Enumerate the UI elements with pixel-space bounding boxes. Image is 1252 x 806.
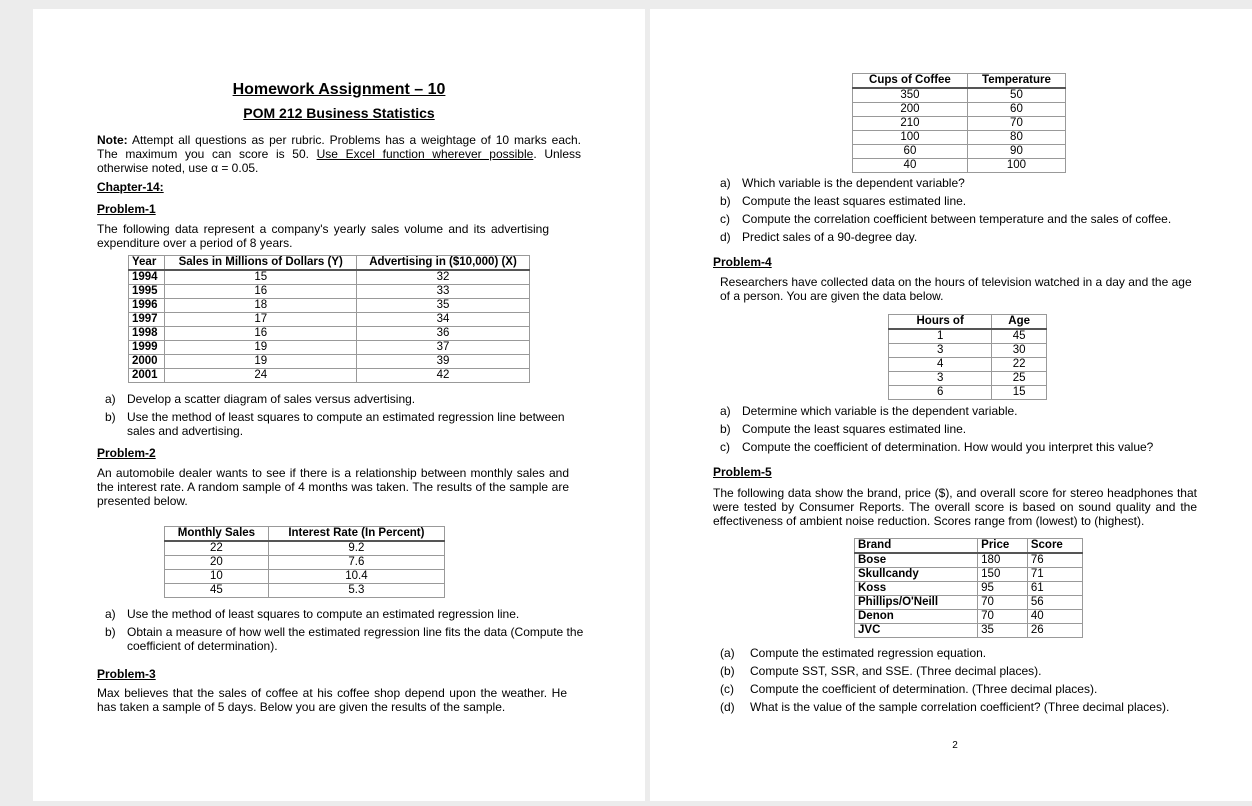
- question-text: Use the method of least squares to compute an estimated regression line.: [127, 607, 520, 621]
- question-text: Obtain a measure of how well the estimated regression line fits the data (Compute the coefficient of determination).: [127, 625, 584, 653]
- column-header: Interest Rate (In Percent): [268, 527, 444, 542]
- question-text: Predict sales of a 90-degree day.: [742, 230, 918, 244]
- table-cell: 5.3: [268, 584, 444, 598]
- table-cell: 1994: [129, 270, 165, 285]
- question-item: [720, 664, 1240, 678]
- table-cell: 1996: [129, 299, 165, 313]
- tv-age-table: [888, 314, 1047, 400]
- question-item: [720, 176, 1230, 190]
- table-row: [853, 159, 1066, 173]
- table-cell: 210: [853, 117, 968, 131]
- problem-1-questions: [105, 392, 565, 442]
- question-label: a): [105, 392, 116, 406]
- table-row: [129, 313, 530, 327]
- table-cell: 1: [889, 329, 992, 344]
- headphones-table: [854, 538, 1083, 638]
- table-cell: 1997: [129, 313, 165, 327]
- document-subtitle: POM 212 Business Statistics: [243, 105, 435, 121]
- column-header: Age: [992, 315, 1047, 330]
- table-cell: JVC: [855, 624, 978, 638]
- table-cell: 56: [1027, 596, 1082, 610]
- table-row: [165, 556, 445, 570]
- table-cell: 1995: [129, 285, 165, 299]
- question-item: [720, 230, 1230, 244]
- question-item: [105, 625, 585, 653]
- table-cell: 71: [1027, 568, 1082, 582]
- document-title: Homework Assignment – 10: [232, 81, 446, 98]
- question-label: (c): [720, 682, 734, 696]
- table-row: [855, 553, 1083, 568]
- sales-interest-table: [164, 526, 445, 598]
- table-cell: 42: [357, 369, 530, 383]
- column-header: Hours of: [889, 315, 992, 330]
- question-label: b): [105, 410, 116, 424]
- question-label: a): [720, 176, 731, 190]
- column-header: Temperature: [967, 74, 1065, 89]
- problem-5-heading: Problem-5: [713, 465, 772, 479]
- question-label: c): [720, 440, 730, 454]
- question-text: Determine which variable is the dependent variable.: [742, 404, 1018, 418]
- question-item: [720, 422, 1230, 436]
- question-item: [720, 212, 1230, 226]
- note-paragraph: [97, 133, 581, 175]
- table-row: [129, 355, 530, 369]
- table-cell: 1998: [129, 327, 165, 341]
- table-row: [129, 341, 530, 355]
- table-cell: 19: [165, 341, 357, 355]
- table-row: [889, 344, 1047, 358]
- table-cell: 70: [978, 610, 1028, 624]
- table-row: [855, 568, 1083, 582]
- question-item: [720, 682, 1240, 696]
- table-cell: 18: [165, 299, 357, 313]
- table-cell: 1999: [129, 341, 165, 355]
- table-cell: 95: [978, 582, 1028, 596]
- problem-5-text: The following data show the brand, price ($), and overall score for stereo headphones that were tested by Consumer Reports. The overall score is based on sound quality and the effectiveness of ambient noise reduction. Scores range from (lowest) to (highest).: [713, 486, 1197, 528]
- table-cell: 22: [165, 541, 269, 556]
- table-row: [129, 369, 530, 383]
- problem-2-heading: Problem-2: [97, 446, 156, 460]
- table-cell: 76: [1027, 553, 1082, 568]
- table-cell: 70: [967, 117, 1065, 131]
- question-item: [720, 700, 1240, 714]
- table-cell: 3: [889, 372, 992, 386]
- table-cell: 3: [889, 344, 992, 358]
- table-row: [889, 329, 1047, 344]
- table-row: [853, 117, 1066, 131]
- table-cell: 16: [165, 327, 357, 341]
- problem-3-questions: [720, 176, 1230, 248]
- column-header: Year: [129, 256, 165, 271]
- question-label: c): [720, 212, 730, 226]
- question-label: (b): [720, 664, 735, 678]
- table-cell: 32: [357, 270, 530, 285]
- table-cell: 50: [967, 88, 1065, 103]
- table-cell: 80: [967, 131, 1065, 145]
- coffee-temperature-table: [852, 73, 1066, 173]
- table-row: [165, 584, 445, 598]
- table-cell: 40: [1027, 610, 1082, 624]
- problem-4-text: Researchers have collected data on the hours of television watched in a day and the age of a person. You are given the data below.: [720, 275, 1192, 303]
- question-label: a): [105, 607, 116, 621]
- question-text: Use the method of least squares to compute an estimated regression line between sales and advertising.: [127, 410, 565, 438]
- table-cell: 6: [889, 386, 992, 400]
- table-row: [129, 299, 530, 313]
- table-cell: 90: [967, 145, 1065, 159]
- table-row: [165, 570, 445, 584]
- table-row: [889, 386, 1047, 400]
- problem-1-heading: Problem-1: [97, 202, 156, 216]
- table-cell: 15: [165, 270, 357, 285]
- column-header: Brand: [855, 539, 978, 554]
- table-cell: 22: [992, 358, 1047, 372]
- table-row: [889, 372, 1047, 386]
- question-text: Compute the least squares estimated line.: [742, 422, 967, 436]
- table-cell: 37: [357, 341, 530, 355]
- table-row: [129, 327, 530, 341]
- table-cell: Denon: [855, 610, 978, 624]
- table-cell: 45: [165, 584, 269, 598]
- table-cell: 150: [978, 568, 1028, 582]
- table-cell: 16: [165, 285, 357, 299]
- table-cell: 34: [357, 313, 530, 327]
- table-cell: 10.4: [268, 570, 444, 584]
- table-row: [853, 103, 1066, 117]
- problem-4-heading: Problem-4: [713, 255, 772, 269]
- table-row: [855, 624, 1083, 638]
- question-item: [105, 607, 585, 621]
- table-cell: 180: [978, 553, 1028, 568]
- table-cell: 10: [165, 570, 269, 584]
- question-label: (d): [720, 700, 735, 714]
- table-cell: 24: [165, 369, 357, 383]
- page-number: 2: [952, 740, 958, 751]
- question-item: [105, 392, 565, 406]
- table-cell: 30: [992, 344, 1047, 358]
- sales-advertising-table: [128, 255, 530, 383]
- chapter-heading: Chapter-14:: [97, 180, 164, 194]
- table-cell: 70: [978, 596, 1028, 610]
- question-text: Develop a scatter diagram of sales versus advertising.: [127, 392, 416, 406]
- question-item: [720, 404, 1230, 418]
- problem-3-heading: Problem-3: [97, 667, 156, 681]
- table-cell: 39: [357, 355, 530, 369]
- question-text: Compute the coefficient of determination. How would you interpret this value?: [742, 440, 1154, 454]
- note-text-1: Attempt all questions as per rubric. Problems has a weightage of 10 marks each. The maximum you can score is 50.: [97, 133, 581, 161]
- problem-2-text: An automobile dealer wants to see if there is a relationship between monthly sales and the interest rate. A random sample of 4 months was taken. The results of the sample are presented below.: [97, 466, 569, 508]
- column-header: Sales in Millions of Dollars (Y): [165, 256, 357, 271]
- question-text: Compute SST, SSR, and SSE. (Three decimal places).: [750, 664, 1042, 678]
- table-cell: 60: [853, 145, 968, 159]
- table-cell: 35: [978, 624, 1028, 638]
- question-label: a): [720, 404, 731, 418]
- table-cell: 9.2: [268, 541, 444, 556]
- table-cell: 60: [967, 103, 1065, 117]
- problem-5-questions: [720, 646, 1240, 718]
- table-cell: 17: [165, 313, 357, 327]
- table-cell: Phillips/O'Neill: [855, 596, 978, 610]
- question-label: b): [105, 625, 116, 639]
- question-item: [105, 410, 565, 438]
- table-cell: 2001: [129, 369, 165, 383]
- problem-2-questions: [105, 607, 585, 657]
- document-page-2: [650, 9, 1252, 801]
- question-text: Compute the estimated regression equation.: [750, 646, 987, 660]
- table-row: [889, 358, 1047, 372]
- problem-4-questions: [720, 404, 1230, 458]
- question-label: b): [720, 194, 731, 208]
- question-label: (a): [720, 646, 735, 660]
- table-cell: Skullcandy: [855, 568, 978, 582]
- question-label: b): [720, 422, 731, 436]
- table-cell: 350: [853, 88, 968, 103]
- table-cell: 4: [889, 358, 992, 372]
- table-cell: 61: [1027, 582, 1082, 596]
- note-excel-instruction: Use Excel function wherever possible: [316, 147, 534, 161]
- table-cell: 100: [853, 131, 968, 145]
- table-cell: 7.6: [268, 556, 444, 570]
- table-row: [853, 145, 1066, 159]
- column-header: Price: [978, 539, 1028, 554]
- question-text: Compute the correlation coefficient between temperature and the sales of coffee.: [742, 212, 1172, 226]
- question-item: [720, 440, 1230, 454]
- problem-1-text: The following data represent a company's yearly sales volume and its advertising expenditure over a period of 8 years.: [97, 222, 549, 250]
- table-row: [165, 541, 445, 556]
- table-cell: Koss: [855, 582, 978, 596]
- problem-3-text: Max believes that the sales of coffee at his coffee shop depend upon the weather. He has taken a sample of 5 days. Below you are given the results of the sample.: [97, 686, 567, 714]
- column-header: Cups of Coffee: [853, 74, 968, 89]
- question-item: [720, 194, 1230, 208]
- table-cell: 33: [357, 285, 530, 299]
- question-text: Compute the least squares estimated line.: [742, 194, 967, 208]
- column-header: Advertising in ($10,000) (X): [357, 256, 530, 271]
- question-text: Compute the coefficient of determination. (Three decimal places).: [750, 682, 1098, 696]
- table-cell: 15: [992, 386, 1047, 400]
- table-cell: 25: [992, 372, 1047, 386]
- question-item: [720, 646, 1240, 660]
- note-text-2: . Unless otherwise noted, use α = 0.05.: [97, 147, 581, 175]
- table-cell: 2000: [129, 355, 165, 369]
- column-header: Score: [1027, 539, 1082, 554]
- table-row: [855, 596, 1083, 610]
- table-cell: 20: [165, 556, 269, 570]
- table-row: [129, 285, 530, 299]
- question-text: What is the value of the sample correlation coefficient? (Three decimal places).: [750, 700, 1170, 714]
- table-cell: 100: [967, 159, 1065, 173]
- table-row: [129, 270, 530, 285]
- note-label: Note:: [97, 133, 128, 147]
- table-cell: 35: [357, 299, 530, 313]
- document-page-1: [33, 9, 645, 801]
- table-cell: 36: [357, 327, 530, 341]
- table-row: [853, 131, 1066, 145]
- table-cell: 45: [992, 329, 1047, 344]
- question-label: d): [720, 230, 731, 244]
- table-cell: 200: [853, 103, 968, 117]
- table-cell: 19: [165, 355, 357, 369]
- table-row: [853, 88, 1066, 103]
- table-row: [855, 610, 1083, 624]
- question-text: Which variable is the dependent variable?: [742, 176, 965, 190]
- column-header: Monthly Sales: [165, 527, 269, 542]
- table-cell: 40: [853, 159, 968, 173]
- table-row: [855, 582, 1083, 596]
- table-cell: Bose: [855, 553, 978, 568]
- table-cell: 26: [1027, 624, 1082, 638]
